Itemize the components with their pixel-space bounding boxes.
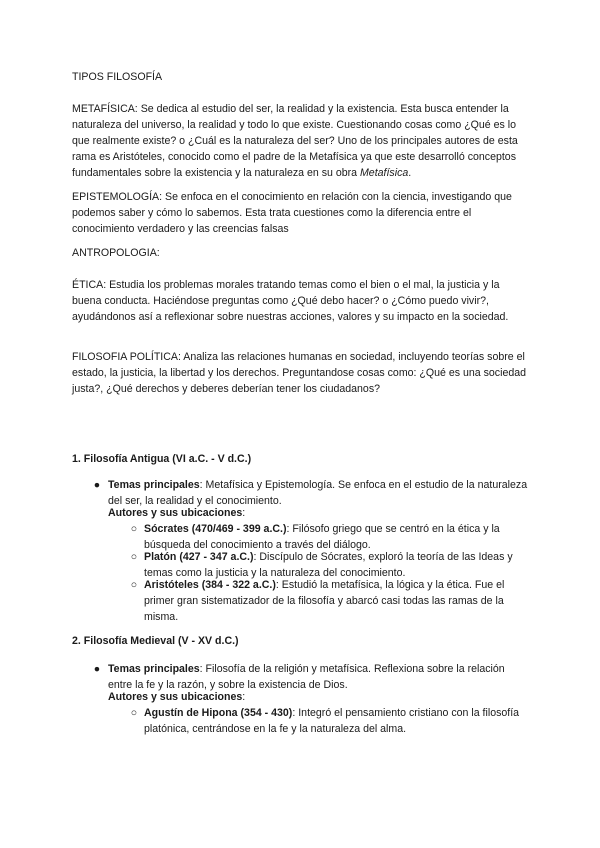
themes-label: Temas principales xyxy=(108,663,200,675)
section-label: ANTROPOLOGIA: xyxy=(72,247,160,259)
author-name: Agustín de Hipona (354 - 430) xyxy=(144,707,293,719)
section-epistemologia xyxy=(72,189,528,237)
section-text: Se enfoca en el conocimiento en relación con la ciencia, investigando que podemos saber y cómo lo sabemos. Esta trata cuestiones como la diferencia entre el conocimiento verdadero y las creencias falsas xyxy=(72,191,512,235)
sub-bullet-icon: ○ xyxy=(130,579,138,591)
section-text: Analiza las relaciones humanas en sociedad, incluyendo teorías sobre el estado, la justicia, la libertad y los derechos. Preguntandose cosas como: ¿Qué es una sociedad justa?, ¿Qué derechos y deberes deberían tener los ciudadanos? xyxy=(72,351,527,395)
themes-label: Temas principales xyxy=(108,479,200,491)
themes-text: Temas principales: Metafísica y Epistemología. Se enfoca en el estudio de la naturaleza del ser, la realidad y el conocimiento. xyxy=(108,479,528,507)
author-desc: : Filósofo griego que se centró en la ética y la búsqueda del conocimiento a través del diálogo. xyxy=(144,523,500,551)
section-text: Estudia los problemas morales tratando temas como el bien o el mal, la justicia y la buena conducta. Haciéndose preguntas como ¿Qué debo hacer? o ¿Cómo puedo vivir?, ayudándonos así a reflexionar sobre nuestras acciones, valores y su impacto en la sociedad. xyxy=(72,279,509,323)
author-desc: : Integró el pensamiento cristiano con la filosofía platónica, centrándose en la fe y la naturaleza del alma. xyxy=(144,707,520,735)
author-desc: : Discípulo de Sócrates, exploró la teoría de las Ideas y temas como la justicia y la naturaleza del conocimiento. xyxy=(144,551,513,579)
section-etica xyxy=(72,277,528,325)
authors-heading: Autores y sus ubicaciones: xyxy=(108,691,246,703)
bullet-icon: ● xyxy=(93,479,101,491)
period-heading-medieval: 2. Filosofía Medieval (V - XV d.C.) xyxy=(72,635,239,647)
section-metafisica xyxy=(72,101,528,181)
section-label: FILOSOFIA POLÍTICA: xyxy=(72,351,181,363)
authors-heading: Autores y sus ubicaciones: xyxy=(108,507,246,519)
section-label: ÉTICA: xyxy=(72,279,107,291)
section-antropologia xyxy=(72,245,528,261)
section-italic-text: Metafísica xyxy=(359,167,409,179)
document-title: TIPOS FILOSOFÍA xyxy=(72,71,163,83)
sub-bullet-icon: ○ xyxy=(130,551,138,563)
sub-bullet-icon: ○ xyxy=(130,707,138,719)
section-text: Se dedica al estudio del ser, la realidad y la existencia. Esta busca entender la naturaleza del universo, la realidad y todo lo que existe. Cuestionando cosas como ¿Qué es lo que realmente existe? o ¿Cuál es la naturaleza del ser? Uno de los principales autores de esta rama es Aristóteles, conocido como el padre de la Metafísica ya que este desarrolló conceptos fundamentales sobre la existencia y la naturaleza en su obra xyxy=(72,103,518,179)
section-end: . xyxy=(408,167,412,179)
bullet-icon: ● xyxy=(93,663,101,675)
author-desc: : Estudió la metafísica, la lógica y la ética. Fue el primer gran sistematizador de la filosofía y abarcó casi todas las ramas de la misma. xyxy=(144,579,505,623)
author-name: Platón (427 - 347 a.C.) xyxy=(144,551,254,563)
author-name: Aristóteles (384 - 322 a.C.) xyxy=(144,579,276,591)
sub-bullet-icon: ○ xyxy=(130,523,138,535)
themes-text: Temas principales: Filosofía de la religión y metafísica. Reflexiona sobre la relación entre la fe y la razón, y sobre la existencia de Dios. xyxy=(108,663,505,691)
section-label: METAFÍSICA: xyxy=(72,103,138,115)
section-label: EPISTEMOLOGÍA: xyxy=(72,191,163,203)
period-heading-antigua: 1. Filosofía Antigua (VI a.C. - V d.C.) xyxy=(72,453,252,465)
section-filosofia-politica xyxy=(72,349,528,397)
author-name: Sócrates (470/469 - 399 a.C.) xyxy=(144,523,287,535)
